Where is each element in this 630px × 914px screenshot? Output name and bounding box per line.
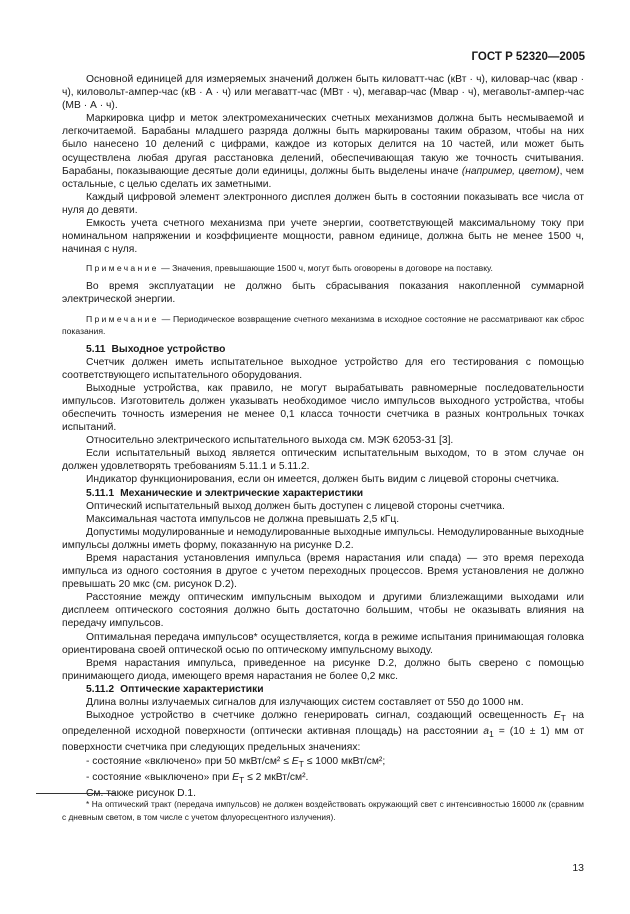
paragraph: Индикатор функционирования, если он имеется, должен быть видим с лицевой стороны счетчика. xyxy=(86,474,560,486)
note: Примечание — Периодическое возвращение счетного механизма в исходное состояние не рассматривают как сброс показания. xyxy=(62,313,584,336)
paragraph: Относительно электрического испытательного выхода см. МЭК 62053-31 [3]. xyxy=(86,435,454,447)
paragraph: Допустимы модулированные и немодулированные выходные импульсы. Немодулированные выходные импульсы должны иметь форму, показанную на рисунке D.2. xyxy=(62,526,584,551)
page-body xyxy=(62,73,584,800)
paragraph: Выходные устройства, как правило, не могут вырабатывать равномерные последовательности импульсов. Изготовитель должен указывать необходимое число импульсов выходного устройства, чтобы обеспечить точность измерения не менее 0,1 класса точности счетчика в разных контрольных точках испытаний. xyxy=(62,382,584,434)
footnote-divider xyxy=(36,793,116,794)
section-heading-5-11-1: 5.11.1 Механические и электрические характеристики xyxy=(86,487,364,499)
paragraph: Максимальная частота импульсов не должна превышать 2,5 кГц. xyxy=(86,513,400,525)
paragraph: Время нарастания установления импульса (время нарастания или спада) — это время перехода импульса из одного состояния в другое с учетом переходных процессов. Время установления не должно превышать 20 мкс (см. рисунок D.2). xyxy=(62,553,584,591)
list-item: - состояние «включено» при 50 мкВт/см² ≤ $E_T \le 1000$ мкВт/см²; xyxy=(86,755,386,769)
paragraph: Каждый цифровой элемент электронного дисплея должен быть в состоянии показывать все числа от нуля до девяти. xyxy=(62,191,584,216)
paragraph: Маркировка цифр и меток электромеханических счетных механизмов должна быть несмываемой и легкочитаемой. Барабаны младшего разряда должны быть маркированы таким образом, чтобы на них было нанесено 10 делений с цифрами, каждое из которых делится на 10 частей, или может быть осуществлена любая другая расстановка делений, обеспечивающая такую же точность считывания. Барабаны, показывающие десятые доли единицы, должны быть выделены иначе (например, цветом), чем остальные, с целью сделать их заметными. xyxy=(62,113,584,190)
paragraph: Оптимальная передача импульсов* осуществляется, когда в режиме испытания принимающая головка ориентирована своей оптической осью по оптическому импульсному выходу. xyxy=(62,631,584,656)
document-code: ГОСТ Р 52320—2005 xyxy=(471,51,585,63)
paragraph: Оптический испытательный выход должен быть доступен с лицевой стороны счетчика. xyxy=(86,500,505,512)
paragraph: См. также рисунок D.1. xyxy=(86,787,196,799)
paragraph: Длина волны излучаемых сигналов для излучающих систем составляет от 550 до 1000 нм. xyxy=(86,697,524,709)
paragraph: Выходное устройство в счетчике должно генерировать сигнал, создающий освещенность $E_T$ на определенной исходной поверхности (оптически активная площадь) на расстоянии $a_1 = (10 \pm 1)$ мм от поверхности счетчика при следующих предельных значениях: xyxy=(62,710,584,754)
paragraph: Основной единицей для измеряемых значений должен быть киловатт-час (кВт · ч), киловар-час (квар · ч), киловольт-ампер-час (кВ · А · ч) или мегаватт-час (МВт · ч), мегавар-час (Мвар · ч), мегавольт-ампер-час (МВ · А · ч). xyxy=(62,74,584,112)
paragraph: Если испытательный выход является оптическим испытательным выходом, то в этом случае он должен удовлетворять требованиям 5.11.1 и 5.11.2. xyxy=(62,448,584,473)
note: Примечание — Значения, превышающие 1500 ч, могут быть оговорены в договоре на поставку. xyxy=(86,263,493,274)
section-heading-5-11: 5.11 Выходное устройство xyxy=(86,343,226,355)
list-item: - состояние «выключено» при $E_T \le 2$ мкВт/см². xyxy=(86,771,309,785)
paragraph: Время нарастания импульса, приведенное на рисунке D.2, должно быть сверено с помощью принимающего диода, имеющего время нарастания не более 0,2 мкс. xyxy=(62,657,584,682)
paragraph: Емкость учета счетного механизма при учете энергии, соответствующей максимальному току при номинальном напряжении и коэффициенте мощности, равном единице, должна быть не менее 1500 ч, начиная с нуля. xyxy=(62,218,584,256)
paragraph: Счетчик должен иметь испытательное выходное устройство для его тестирования с помощью соответствующего испытательного оборудования. xyxy=(62,356,584,381)
paragraph: Во время эксплуатации не должно быть сбрасывания показания накопленной суммарной электрической энергии. xyxy=(62,281,584,306)
footnote: * На оптический тракт (передача импульсов) не должен воздействовать окружающий свет с интенсивностью 16000 лк (сравним с дневным светом, в том числе с учетом флуоресцентного излучения). xyxy=(62,799,584,822)
page-number: 13 xyxy=(572,862,584,874)
paragraph: Расстояние между оптическим импульсным выходом и другими близлежащими выходами или дисплеем оптического состояния должно быть достаточно большим, чтобы не оказывать влияния на передачу импульсов. xyxy=(62,592,584,630)
section-heading-5-11-2: 5.11.2 Оптические характеристики xyxy=(86,683,264,695)
